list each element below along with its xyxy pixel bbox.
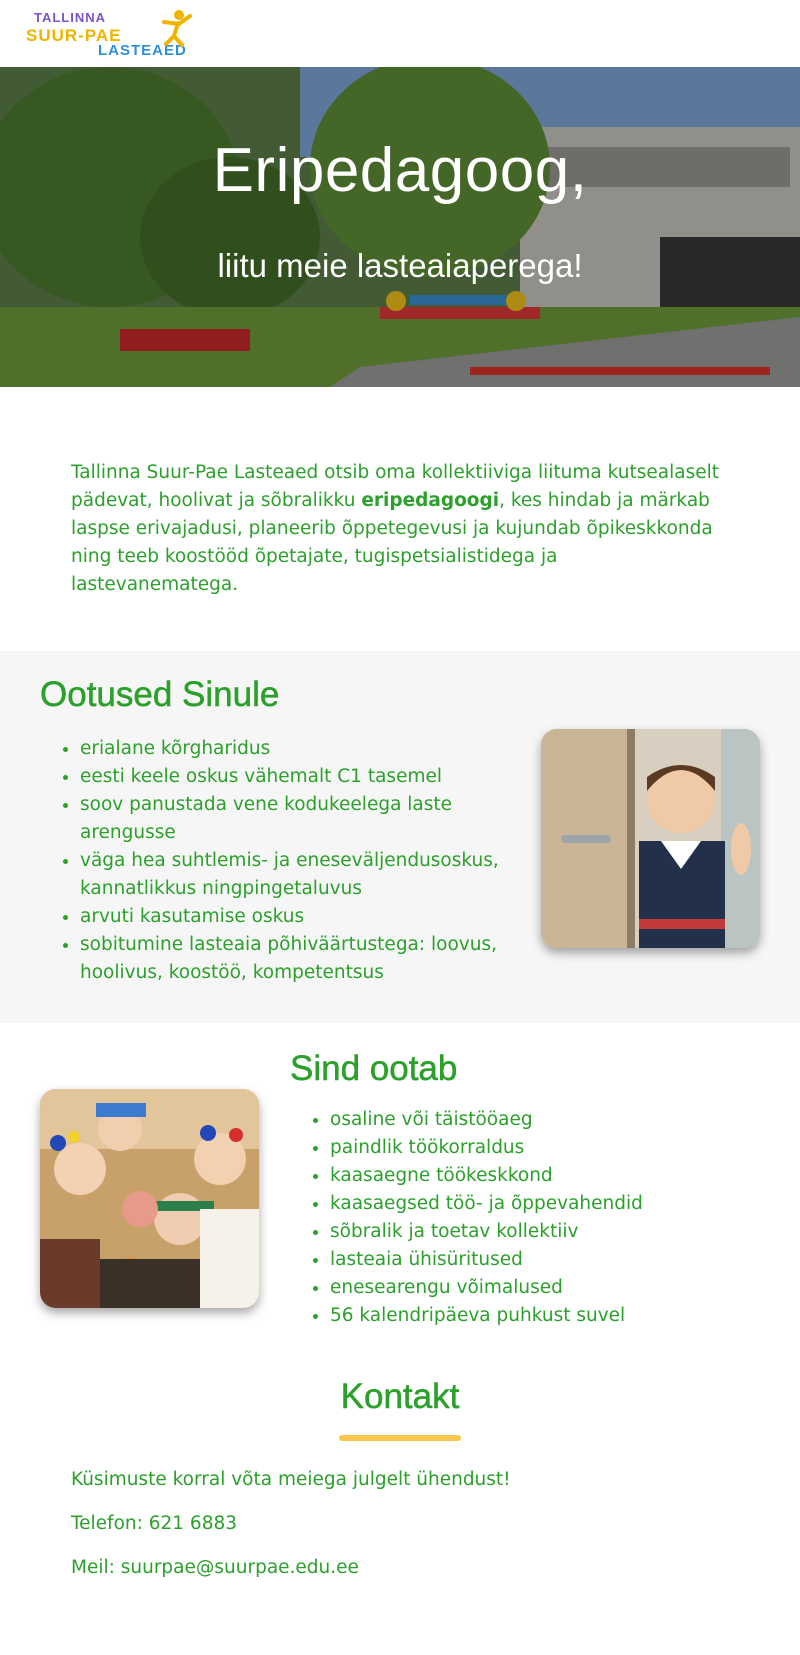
boy-waving-photo: [541, 729, 760, 948]
intro-paragraph: [71, 459, 730, 599]
list-item: • sobitumine lasteaia põhiväärtustega: loovus, hoolivus, koostöö, kompetentsus: [80, 931, 550, 987]
hero-subtitle: liitu meie lasteaiaperega!: [217, 247, 583, 284]
school-logo[interactable]: [26, 8, 206, 60]
offer-list: [290, 1106, 643, 1330]
list-item: • sõbralik ja toetav kollektiiv: [330, 1218, 643, 1246]
contact-lead: Küsimuste korral võta meiega julgelt ühendust!: [71, 1469, 511, 1490]
hero-banner: [0, 67, 800, 387]
list-item: • kaasaegsed töö- ja õppevahendid: [330, 1190, 643, 1218]
contact-phone[interactable]: Telefon: 621 6883: [71, 1513, 238, 1534]
children-festival-illustration: [40, 1089, 259, 1308]
list-item: • eesti keele oskus vähemalt C1 tasemel: [80, 763, 550, 791]
expectations-list: [40, 735, 550, 987]
expectations-title: Ootused Sinule: [40, 675, 280, 714]
expectations-section: [0, 651, 800, 1023]
list-item: • osaline või täistööaeg: [330, 1106, 643, 1134]
children-festival-photo: [40, 1089, 259, 1308]
hero-overlay: [0, 67, 800, 387]
contact-email[interactable]: Meil: suurpae@suurpae.edu.ee: [71, 1557, 359, 1578]
hero-title: Eripedagoog,: [212, 136, 588, 205]
intro-highlight: eripedagoogi: [361, 490, 500, 511]
boy-waving-illustration: [541, 729, 760, 948]
contact-title: Kontakt: [340, 1377, 460, 1416]
list-item: • soov panustada vene kodukeelega laste arengusse: [80, 791, 550, 847]
list-item: • 56 kalendripäeva puhkust suvel: [330, 1302, 643, 1330]
jumping-child-icon: [152, 8, 192, 48]
intro-text-start: Tallinna Suur-Pae Lasteaed otsib oma kollektiiviga liituma kutsealaselt pädevat, hoolivat ja sõbralikku: [71, 462, 720, 511]
list-item: • kaasaegne töökeskkond: [330, 1162, 643, 1190]
contact-title-underline: [339, 1435, 461, 1441]
list-item: • väga hea suhtlemis- ja eneseväljendusoskus, kannatlikkus ningpingetaluvus: [80, 847, 550, 903]
list-item: • lasteaia ühisüritused: [330, 1246, 643, 1274]
offer-title: Sind ootab: [290, 1049, 458, 1088]
intro-section: [0, 387, 800, 651]
logo-line2-text: SUUR-PAE: [26, 26, 122, 45]
list-item: • erialane kõrgharidus: [80, 735, 550, 763]
logo-line-tallinna: TALLINNA: [34, 10, 107, 25]
contact-section: [0, 1369, 800, 1637]
offer-section: [0, 1023, 800, 1369]
list-item: • enesearengu võimalused: [330, 1274, 643, 1302]
site-header: [0, 0, 800, 67]
logo-line3-text: LASTEAED: [98, 42, 187, 59]
list-item: • paindlik töökorraldus: [330, 1134, 643, 1162]
list-item: • arvuti kasutamise oskus: [80, 903, 550, 931]
intro-text-end: , kes hindab ja märkab laspse erivajadusi, planeerib õppetegevusi ja kujundab õpikeskkonda ning teeb koostööd õpetajate, tugispetsialistidega ja lastevanematega.: [71, 490, 713, 595]
